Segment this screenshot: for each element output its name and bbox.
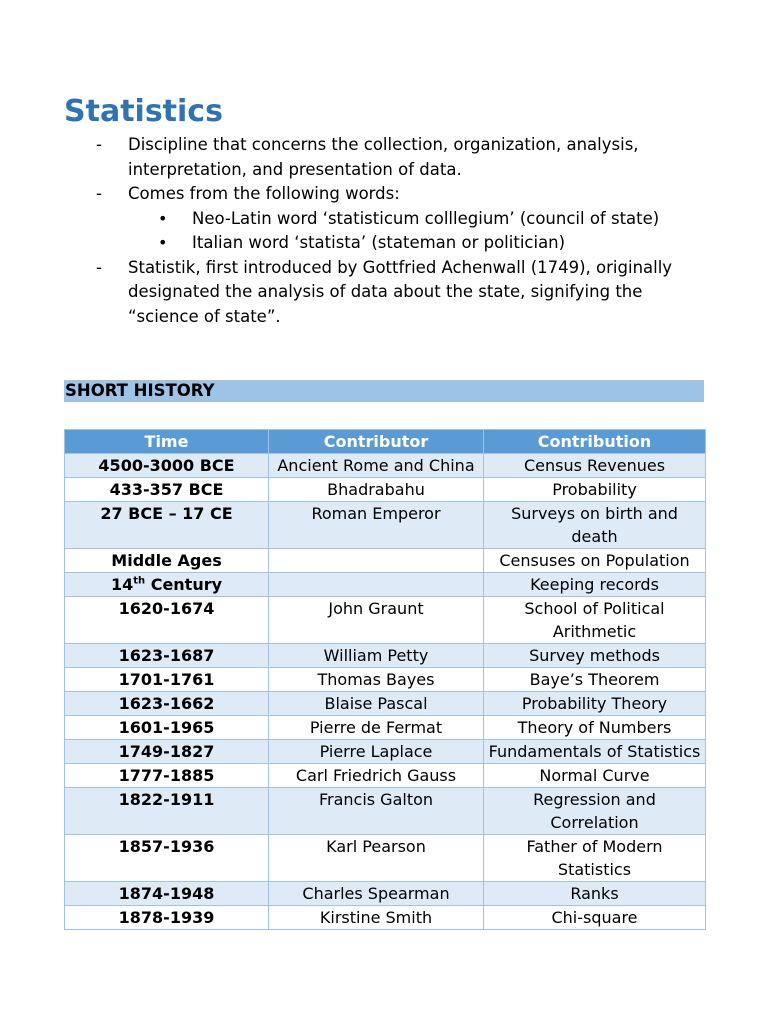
cell-contributor: [269, 573, 484, 597]
table-row: [65, 835, 706, 882]
cell-contributor: William Petty: [269, 644, 484, 668]
cell-contribution: School of Political Arithmetic: [484, 597, 706, 644]
table-row: [65, 764, 706, 788]
table-header-row: [65, 430, 706, 454]
table-row: [65, 644, 706, 668]
cell-contribution: Survey methods: [484, 644, 706, 668]
intro-list: [64, 133, 714, 329]
history-table: [64, 429, 706, 930]
table-row: [65, 692, 706, 716]
time-suffix: Century: [145, 575, 223, 594]
cell-contribution: Normal Curve: [484, 764, 706, 788]
cell-contributor: Pierre Laplace: [269, 740, 484, 764]
cell-time: 1623-1687: [65, 644, 269, 668]
cell-contributor: Kirstine Smith: [269, 906, 484, 930]
column-header-contributor: Contributor: [269, 430, 484, 454]
cell-time: 1777-1885: [65, 764, 269, 788]
cell-contributor: Roman Emperor: [269, 502, 484, 549]
table-row: [65, 906, 706, 930]
table-row: [65, 716, 706, 740]
sub-list-item-text: Neo-Latin word ‘statisticum colllegium’ (council of state): [192, 208, 660, 228]
bullet-marker: •: [158, 233, 168, 252]
cell-contributor: Ancient Rome and China: [269, 454, 484, 478]
bullet-marker: •: [158, 208, 168, 228]
list-item: [64, 133, 714, 182]
cell-contribution: Regression and Correlation: [484, 788, 706, 835]
cell-contributor: Blaise Pascal: [269, 692, 484, 716]
cell-time: 1878-1939: [65, 906, 269, 930]
cell-contributor: John Graunt: [269, 597, 484, 644]
cell-contributor: Thomas Bayes: [269, 668, 484, 692]
list-item-text: Statistik, first introduced by Gottfried Achenwall (1749), originally designated the analysis of data about the state, signifying the “science of state”.: [128, 257, 673, 326]
table-row: [65, 573, 706, 597]
cell-contribution: Fundamentals of Statistics: [484, 740, 706, 764]
cell-contribution: Probability Theory: [484, 692, 706, 716]
sub-list-item: [64, 207, 714, 232]
cell-contributor: Francis Galton: [269, 788, 484, 835]
cell-time: Middle Ages: [65, 549, 269, 573]
cell-time: 1857-1936: [65, 835, 269, 882]
time-superscript: th: [133, 575, 146, 587]
dash-marker: -: [96, 257, 102, 277]
cell-time: 27 BCE – 17 CE: [65, 502, 269, 549]
cell-time: 4500-3000 BCE: [65, 454, 269, 478]
page-title: Statistics: [64, 94, 223, 129]
table-row: [65, 597, 706, 644]
cell-contribution: Ranks: [484, 882, 706, 906]
cell-time: 1822-1911: [65, 788, 269, 835]
cell-time: 1701-1761: [65, 668, 269, 692]
cell-contributor: Charles Spearman: [269, 882, 484, 906]
cell-time: [65, 573, 269, 597]
table-row: [65, 882, 706, 906]
sub-list-wrapper: [64, 207, 714, 256]
list-item: [64, 256, 714, 330]
cell-contribution: Census Revenues: [484, 454, 706, 478]
cell-time: 1620-1674: [65, 597, 269, 644]
cell-time: 1623-1662: [65, 692, 269, 716]
sub-list-item: [64, 231, 714, 256]
cell-contributor: Karl Pearson: [269, 835, 484, 882]
sub-list-item-text: Italian word ‘statista’ (stateman or politician): [192, 233, 566, 252]
cell-time: 1601-1965: [65, 716, 269, 740]
cell-contribution: Theory of Numbers: [484, 716, 706, 740]
table-row: [65, 668, 706, 692]
cell-time: 1874-1948: [65, 882, 269, 906]
cell-contribution: Baye’s Theorem: [484, 668, 706, 692]
section-header: SHORT HISTORY: [64, 380, 704, 402]
cell-contribution: Probability: [484, 478, 706, 502]
cell-contribution: Surveys on birth and death: [484, 502, 706, 549]
list-item-text: Comes from the following words:: [128, 184, 400, 203]
list-item-text: Discipline that concerns the collection, organization, analysis, interpretation, and presentation of data.: [128, 135, 639, 179]
cell-contribution: Father of Modern Statistics: [484, 835, 706, 882]
table-row: [65, 549, 706, 573]
table-row: [65, 478, 706, 502]
cell-contribution: Censuses on Population: [484, 549, 706, 573]
time-number: 14: [110, 575, 134, 594]
cell-contribution: Keeping records: [484, 573, 706, 597]
dash-marker: -: [96, 184, 102, 203]
list-item: [64, 182, 714, 207]
cell-contributor: Bhadrabahu: [269, 478, 484, 502]
table-row: [65, 502, 706, 549]
table-row: [65, 788, 706, 835]
sub-list: [64, 207, 714, 256]
cell-time: 1749-1827: [65, 740, 269, 764]
cell-contributor: Carl Friedrich Gauss: [269, 764, 484, 788]
cell-time: 433-357 BCE: [65, 478, 269, 502]
column-header-time: Time: [65, 430, 269, 454]
table-row: [65, 740, 706, 764]
cell-contribution: Chi-square: [484, 906, 706, 930]
column-header-contribution: Contribution: [484, 430, 706, 454]
dash-marker: -: [96, 135, 102, 154]
cell-contributor: Pierre de Fermat: [269, 716, 484, 740]
table-row: [65, 454, 706, 478]
cell-contributor: [269, 549, 484, 573]
